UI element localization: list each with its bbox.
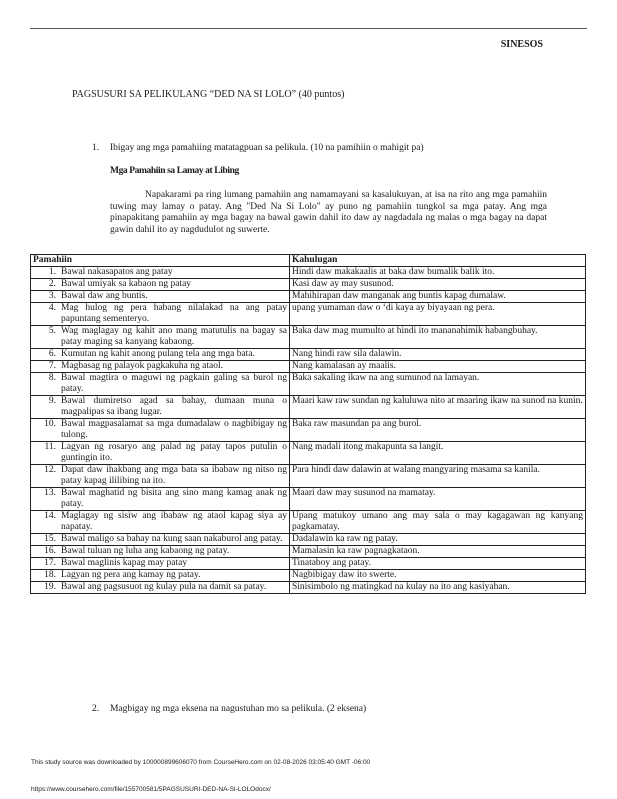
row-number: 11.	[44, 442, 56, 452]
row-number: 4.	[48, 303, 56, 313]
pamahiin-text: Lagyan ng rosaryo ang palad ng patay tapos putulin o guntingin ito.	[61, 442, 287, 463]
pamahiin-text: Bawal dumiretso agad sa bahay, dumaan muna o magpalipas sa ibang lugar.	[61, 396, 287, 417]
pamahiin-text: Bawal nakasapatos ang patay	[61, 267, 173, 277]
kahulugan-cell	[290, 267, 586, 279]
pamahiin-cell	[31, 267, 290, 279]
pamahiin-text: Lagyan ng pera ang kamay ng patay.	[61, 570, 201, 580]
kahulugan-text: Sinisimbolo ng matingkad na kulay na ito ang kasiyahan.	[292, 582, 510, 592]
row-number: 19.	[44, 582, 56, 592]
row-number: 1.	[48, 267, 56, 277]
pamahiin-text: Maglagay ng sisiw ang ibabaw ng ataol kapag siya ay napatay.	[61, 511, 287, 532]
table-row	[31, 396, 586, 419]
pamahiin-text: Mag hulog ng pera habang nilalakad na ang patay papuntang sementeryo.	[61, 303, 287, 324]
kahulugan-cell	[290, 465, 586, 488]
kahulugan-cell	[290, 279, 586, 291]
pamahiin-cell	[31, 582, 290, 594]
row-number: 6.	[48, 349, 56, 359]
table-row	[31, 279, 586, 291]
pamahiin-cell	[31, 291, 290, 303]
pamahiin-cell	[31, 465, 290, 488]
kahulugan-cell	[290, 419, 586, 442]
pamahiin-cell	[31, 558, 290, 570]
kahulugan-text: Dadalawin ka raw ng patay.	[292, 534, 398, 544]
table-row	[31, 511, 586, 534]
table-row	[31, 546, 586, 558]
question-1	[92, 143, 424, 153]
table-row	[31, 291, 586, 303]
question-1-number: 1.	[92, 143, 100, 153]
question-2-number: 2.	[92, 704, 100, 714]
table-row	[31, 582, 586, 594]
table-row	[31, 361, 586, 373]
kahulugan-cell	[290, 349, 586, 361]
document-title: PAGSUSURI SA PELIKULANG “DED NA SI LOLO” (40 puntos)	[72, 89, 345, 100]
row-number: 13.	[44, 488, 56, 498]
kahulugan-text: Para hindi daw dalawin at walang mangyaring masama sa kanila.	[292, 465, 540, 475]
pamahiin-cell	[31, 442, 290, 465]
table-row	[31, 534, 586, 546]
pamahiin-text: Bawal maghatid ng bisita ang sino mang kamag anak ng patay.	[61, 488, 287, 509]
table-row	[31, 558, 586, 570]
pamahiin-cell	[31, 326, 290, 349]
kahulugan-text: Nang hindi raw sila dalawin.	[292, 349, 402, 359]
row-number: 5.	[48, 326, 56, 336]
question-2	[92, 704, 366, 714]
table-body	[31, 267, 586, 594]
pamahiin-text: Bawal maligo sa bahay na kung saan nakaburol ang patay.	[61, 534, 283, 544]
header-pamahiin: Pamahiin	[31, 255, 290, 267]
kahulugan-cell	[290, 570, 586, 582]
row-number: 3.	[48, 291, 56, 301]
table-row	[31, 326, 586, 349]
row-number: 18.	[44, 570, 56, 580]
kahulugan-text: Hindi daw makakaalis at baka daw bumalik balik ito.	[292, 267, 495, 277]
pamahiin-table	[30, 254, 586, 594]
pamahiin-cell	[31, 303, 290, 326]
intro-paragraph: Napakarami pa ring lumang pamahiin ang namamayani sa kasalukuyan, at isa na rito ang mga pamahiin tuwing may lamay o patay. Ang "Ded Na Si Lolo" ay puno ng pamahiin tungkol sa mga patay. Ang mga pinapakitang pamahiin ay mga bagay na bawal gawin dahil ito daw ay nagdadala ng malas o mga bagay na dapat gawin dahil ito ay nagdudulot ng suwerte.	[110, 190, 547, 235]
kahulugan-text: Mahihirapan daw manganak ang buntis kapag dumalaw.	[292, 291, 506, 301]
source-url[interactable]: https://www.coursehero.com/file/155700581/5PAGSUSURI-DED-NA-SI-LOLOdocx/	[31, 786, 271, 793]
kahulugan-text: Mamalasin ka raw pagnagkataon.	[292, 546, 420, 556]
pamahiin-cell	[31, 279, 290, 291]
kahulugan-text: Nagbibigay daw ito swerte.	[292, 570, 397, 580]
pamahiin-cell	[31, 349, 290, 361]
table-row	[31, 303, 586, 326]
pamahiin-text: Kumutan ng kahit anong pulang tela ang mga bata.	[61, 349, 255, 359]
kahulugan-text: Baka daw mag mumulto at hindi ito mananahimik habangbuhay.	[292, 326, 538, 336]
kahulugan-cell	[290, 326, 586, 349]
pamahiin-cell	[31, 361, 290, 373]
table-row	[31, 373, 586, 396]
pamahiin-text: Wag maglagay ng kahit ano mang matutulis na bagay sa patay maging sa kanyang kabaong.	[61, 326, 287, 347]
table-header-row	[31, 255, 586, 267]
kahulugan-cell	[290, 396, 586, 419]
header-label: SINESOS	[500, 39, 543, 50]
kahulugan-cell	[290, 511, 586, 534]
pamahiin-cell	[31, 396, 290, 419]
kahulugan-text: Upang matukoy umano ang may sala o may kagagawan ng kanyang pagkamatay.	[292, 511, 583, 532]
kahulugan-cell	[290, 546, 586, 558]
kahulugan-cell	[290, 442, 586, 465]
kahulugan-text: upang yumaman daw o ‘di kaya ay biyayaan ng pera.	[292, 303, 495, 313]
row-number: 14.	[44, 511, 56, 521]
kahulugan-cell	[290, 291, 586, 303]
pamahiin-text: Bawal umiyak sa kabaon ng patay	[61, 279, 192, 289]
kahulugan-text: Baka sakaling ikaw na ang sumunod na lamayan.	[292, 373, 480, 383]
pamahiin-cell	[31, 511, 290, 534]
kahulugan-cell	[290, 361, 586, 373]
question-1-text: Ibigay ang mga pamahiing matatagpuan sa pelikula. (10 na pamihiin o mahigit pa)	[110, 143, 424, 153]
kahulugan-text: Maari daw may susunod na mamatay.	[292, 488, 436, 498]
pamahiin-cell	[31, 546, 290, 558]
row-number: 12.	[44, 465, 56, 475]
pamahiin-text: Bawal daw ang buntis.	[61, 291, 148, 301]
row-number: 7.	[48, 361, 56, 371]
kahulugan-cell	[290, 373, 586, 396]
header-kahulugan: Kahulugan	[290, 255, 586, 267]
kahulugan-text: Baka raw masundan pa ang burol.	[292, 419, 422, 429]
pamahiin-cell	[31, 488, 290, 511]
pamahiin-cell	[31, 570, 290, 582]
pamahiin-text: Bawal ang pagsusuot ng kulay pula na damit sa patay.	[61, 582, 267, 592]
pamahiin-text: Bawal maglinis kapag may patay	[61, 558, 188, 568]
pamahiin-text: Magbasag ng palayok pagkakuha ng ataol.	[61, 361, 223, 371]
download-note: This study source was downloaded by 100000899606070 from CourseHero.com on 02-08-2026 03:05:40 GMT -06:00	[31, 759, 371, 766]
kahulugan-text: Maari kaw raw sundan ng kaluluwa nito at maaring ikaw na sunod na kunin.	[292, 396, 583, 406]
table-row	[31, 419, 586, 442]
table-row	[31, 488, 586, 511]
row-number: 17.	[44, 558, 56, 568]
table-row	[31, 349, 586, 361]
table-row	[31, 465, 586, 488]
pamahiin-cell	[31, 534, 290, 546]
pamahiin-text: Bawal tuluan ng luha ang kabaong ng patay.	[61, 546, 230, 556]
kahulugan-cell	[290, 582, 586, 594]
kahulugan-cell	[290, 488, 586, 511]
question-2-text: Magbigay ng mga eksena na nagustuhan mo sa pelikula. (2 eksena)	[110, 704, 367, 714]
row-number: 16.	[44, 546, 56, 556]
row-number: 10.	[44, 419, 56, 429]
kahulugan-cell	[290, 303, 586, 326]
kahulugan-text: Nang madali itong makapunta sa langit.	[292, 442, 444, 452]
row-number: 2.	[48, 279, 56, 289]
section-subheading: Mga Pamahiin sa Lamay at Libing	[110, 166, 239, 176]
top-rule	[30, 28, 587, 29]
row-number: 15.	[44, 534, 56, 544]
kahulugan-cell	[290, 534, 586, 546]
kahulugan-text: Nang kamalasan ay maalis.	[292, 361, 396, 371]
pamahiin-text: Dapat daw ihakbang ang mga bata sa ibabaw ng nitso ng patay kapag ililibing na ito.	[61, 465, 287, 486]
table-row	[31, 570, 586, 582]
pamahiin-text: Bawal magpasalamat sa mga dumadalaw o nagbibigay ng tulong.	[61, 419, 287, 440]
table-row	[31, 442, 586, 465]
pamahiin-cell	[31, 373, 290, 396]
pamahiin-cell	[31, 419, 290, 442]
kahulugan-cell	[290, 558, 586, 570]
row-number: 9.	[48, 396, 56, 406]
kahulugan-text: Tinataboy ang patay.	[292, 558, 371, 568]
pamahiin-text: Bawal magtira o maguwi ng pagkain galing sa burol ng patay.	[61, 373, 287, 394]
row-number: 8.	[48, 373, 56, 383]
table-row	[31, 267, 586, 279]
kahulugan-text: Kasi daw ay may susunod.	[292, 279, 394, 289]
